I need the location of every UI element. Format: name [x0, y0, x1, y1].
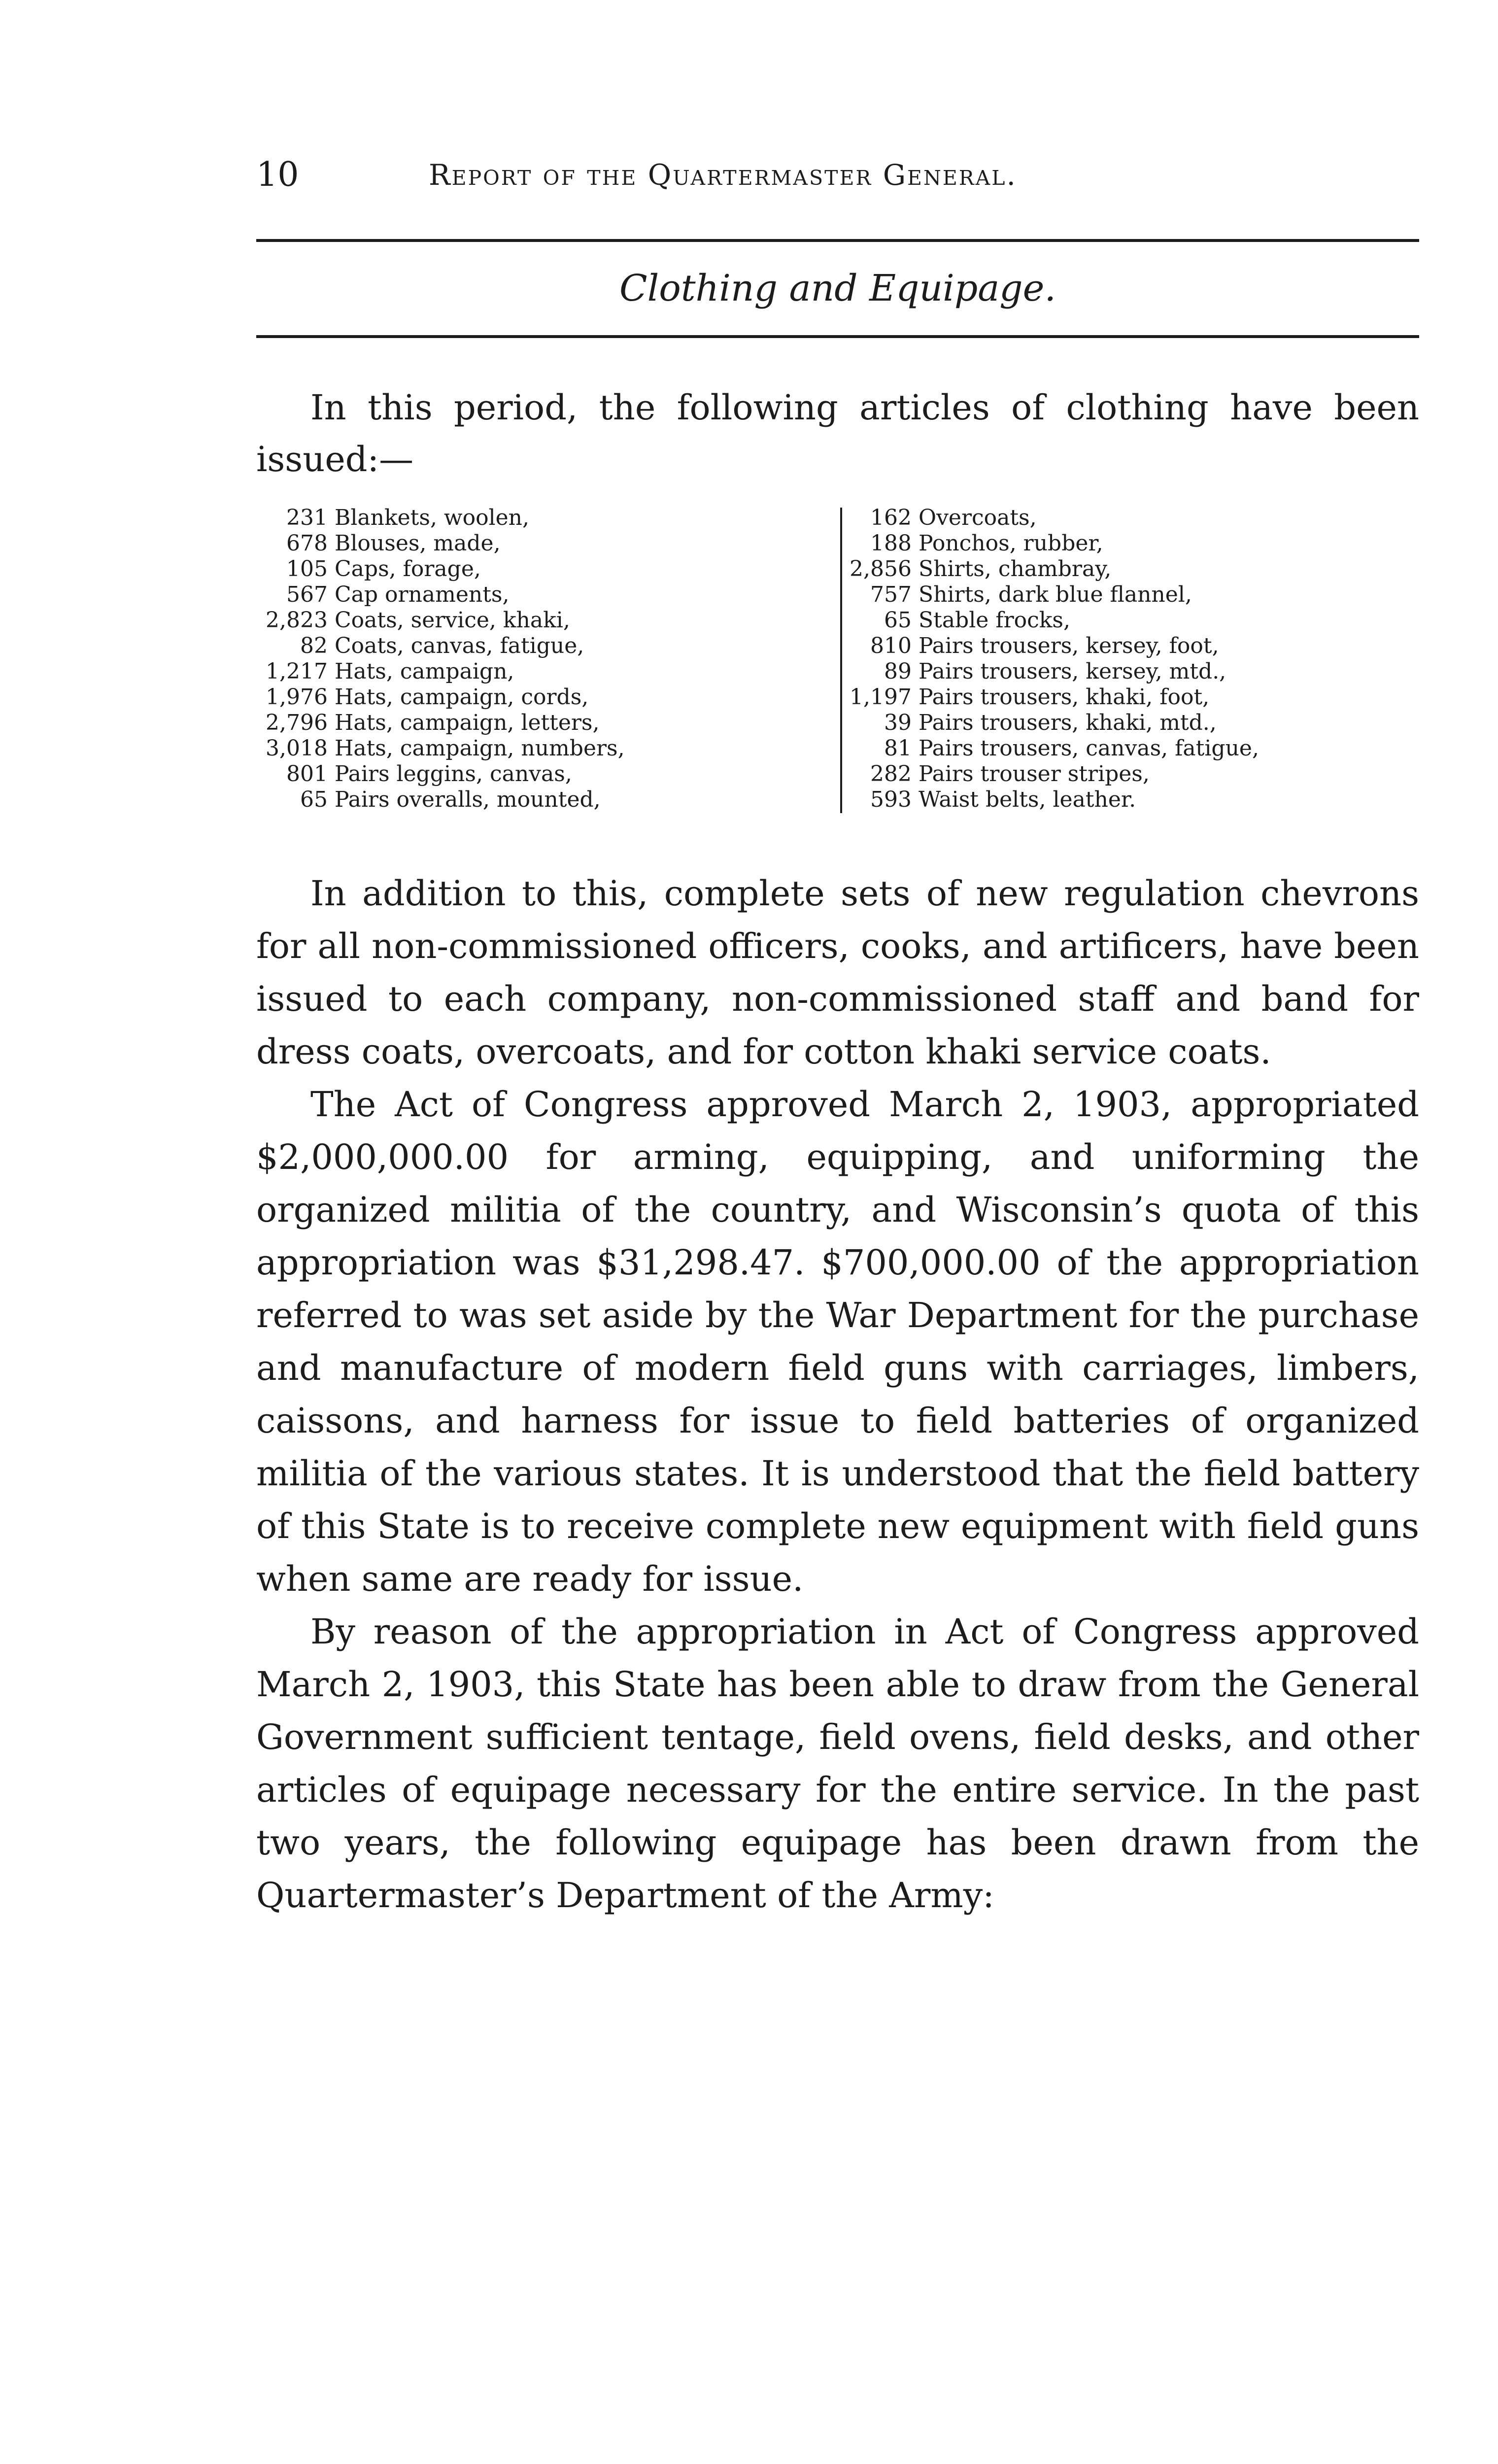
item-name: Caps, forage, [335, 556, 481, 582]
paragraph-chevrons: In addition to this, complete sets of new regulation chevrons for all non-commissioned officers, cooks, and artificers, have been issued to each company, non-commissioned staff and band for dress coats, overcoats, and for cotton khaki service coats. [256, 873, 1419, 1072]
item-quantity: 1,217 [266, 659, 328, 684]
intro-paragraph: In this period, the following articles of clothing have been issued:— [256, 387, 1419, 479]
item-name: Coats, canvas, fatigue, [335, 633, 584, 658]
item-quantity: 231 [286, 505, 328, 530]
bottom-rule [256, 335, 1419, 338]
item-name: Pairs trousers, kersey, foot, [919, 633, 1219, 658]
list-item [833, 582, 1259, 608]
list-item [249, 736, 625, 761]
item-quantity: 2,856 [850, 556, 912, 582]
list-item [833, 633, 1259, 659]
list-item [249, 608, 625, 633]
list-item [833, 684, 1259, 710]
list-item [249, 556, 625, 582]
item-quantity: 105 [286, 556, 328, 582]
list-item [833, 761, 1259, 787]
item-quantity: 593 [870, 787, 912, 812]
list-item [833, 710, 1259, 736]
list-item [833, 505, 1259, 531]
item-name: Ponchos, rubber, [919, 531, 1103, 556]
item-quantity: 162 [870, 505, 912, 530]
list-item [249, 531, 625, 556]
list-item [833, 608, 1259, 633]
list-item [249, 710, 625, 736]
item-name: Pairs trousers, kersey, mtd., [919, 659, 1226, 684]
item-quantity: 567 [286, 582, 328, 607]
running-head: Report of the Quartermaster General. [429, 158, 1017, 192]
item-name: Waist belts, leather. [919, 787, 1136, 812]
list-item [249, 633, 625, 659]
item-name: Pairs trousers, canvas, fatigue, [919, 736, 1259, 761]
item-name: Hats, campaign, cords, [335, 684, 589, 710]
item-name: Cap ornaments, [335, 582, 510, 607]
item-quantity: 3,018 [266, 736, 328, 761]
list-item [833, 556, 1259, 582]
list-item [249, 761, 625, 787]
list-item [249, 582, 625, 608]
list-item [833, 531, 1259, 556]
item-quantity: 757 [870, 582, 912, 607]
item-name: Overcoats, [919, 505, 1037, 530]
item-quantity: 1,976 [266, 684, 328, 710]
item-quantity: 678 [286, 531, 328, 556]
item-quantity: 81 [884, 736, 912, 761]
item-name: Pairs trousers, khaki, foot, [919, 684, 1210, 710]
item-quantity: 89 [884, 659, 912, 684]
list-item [833, 736, 1259, 761]
list-item [833, 659, 1259, 684]
clothing-list-right [833, 505, 1259, 813]
item-quantity: 1,197 [850, 684, 912, 710]
item-name: Hats, campaign, numbers, [335, 736, 625, 761]
item-name: Blouses, made, [335, 531, 501, 556]
item-quantity: 39 [884, 710, 912, 735]
item-name: Stable frocks, [919, 608, 1070, 633]
item-name: Hats, campaign, letters, [335, 710, 600, 735]
item-quantity: 810 [870, 633, 912, 658]
item-quantity: 65 [884, 608, 912, 633]
list-item [249, 787, 625, 813]
item-quantity: 2,796 [266, 710, 328, 735]
top-rule [256, 239, 1419, 242]
item-name: Pairs overalls, mounted, [335, 787, 601, 812]
item-quantity: 801 [286, 761, 328, 787]
list-item [249, 505, 625, 531]
item-name: Hats, campaign, [335, 659, 514, 684]
item-quantity: 188 [870, 531, 912, 556]
list-item [833, 787, 1259, 813]
item-quantity: 282 [870, 761, 912, 787]
page-number: 10 [256, 155, 299, 194]
list-item [249, 684, 625, 710]
item-name: Blankets, woolen, [335, 505, 529, 530]
item-name: Pairs trouser stripes, [919, 761, 1150, 787]
item-quantity: 2,823 [266, 608, 328, 633]
list-item [249, 659, 625, 684]
paragraph-equipage: By reason of the appropriation in Act of Congress approved March 2, 1903, this State has been able to draw from the General Government sufficient tentage, field ovens, field desks, and other articles of equipage necessary for the entire service. In the past two years, the following equipage has been drawn from the Quartermaster’s Department of the Army: [256, 1611, 1419, 1916]
page-header [256, 150, 1419, 200]
item-name: Shirts, dark blue flannel, [919, 582, 1192, 607]
clothing-list-left [249, 505, 625, 813]
item-name: Shirts, chambray, [919, 556, 1112, 582]
item-name: Pairs leggins, canvas, [335, 761, 572, 787]
item-name: Coats, service, khaki, [335, 608, 570, 633]
item-quantity: 65 [300, 787, 328, 812]
body-text [256, 867, 1419, 1922]
item-quantity: 82 [300, 633, 328, 658]
item-name: Pairs trousers, khaki, mtd., [919, 710, 1217, 735]
paragraph-act-of-congress: The Act of Congress approved March 2, 1903, appropriated $2,000,000.00 for arming, equipping, and uniforming the organized militia of the country, and Wisconsin’s quota of this appropriation was $31,298.47. $700,000.00 of the appropriation referred to was set aside by the War Department for the purchase and manufacture of modern field guns with carriages, limbers, caissons, and harness for issue to field batteries of organized militia of the various states. It is understood that the field battery of this State is to receive complete new equipment with field guns when same are ready for issue. [256, 1084, 1419, 1599]
section-title: Clothing and Equipage. [619, 267, 1056, 309]
